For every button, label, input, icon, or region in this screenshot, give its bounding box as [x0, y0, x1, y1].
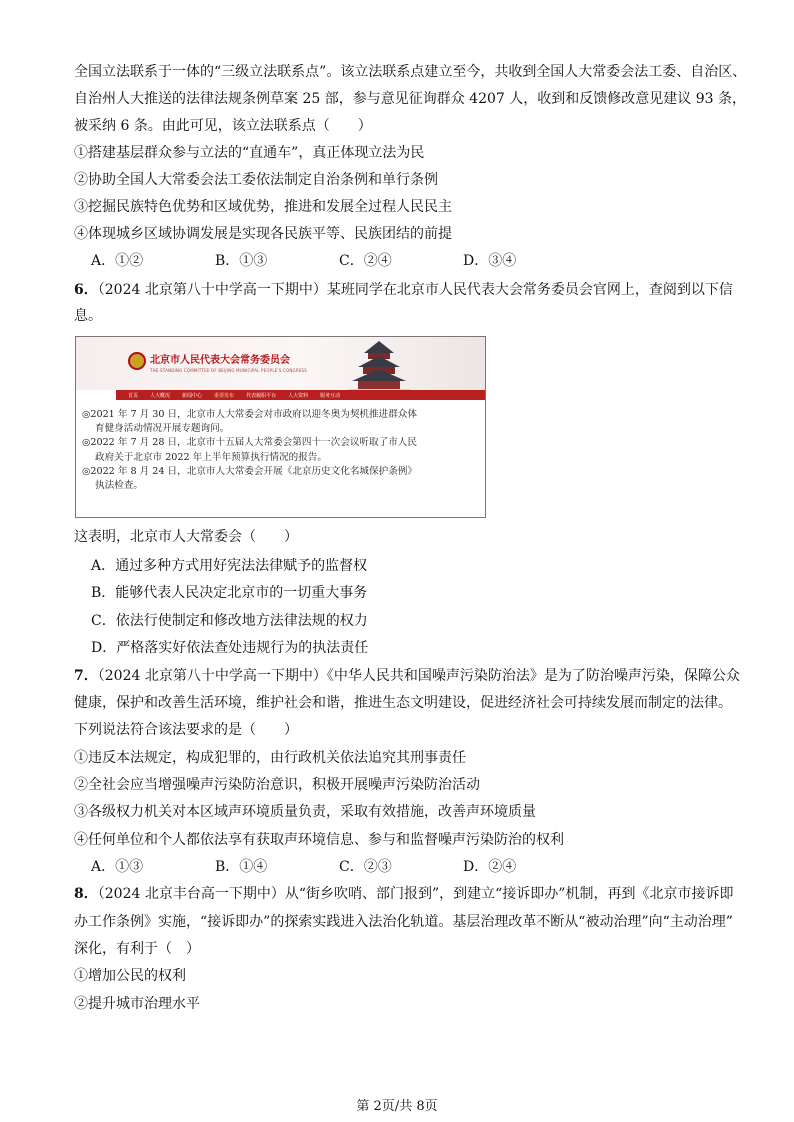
q5-options	[91, 252, 751, 270]
q7-option-a: A．①③	[91, 859, 144, 875]
q7-statement: ①违反本法规定，构成犯罪的，由行政机关依法追究其刑事责任	[74, 750, 466, 766]
q8-statement: ①增加公民的权利	[74, 968, 186, 984]
q8-statement: ②提升城市治理水平	[74, 996, 200, 1012]
q5-option-b: B．①③	[215, 253, 268, 269]
nav-item-news[interactable]: 新闻中心	[182, 392, 203, 399]
q5-statement: ③挖掘民族特色优势和区域优势，推进和发展全过程人民民主	[74, 199, 452, 215]
q8-text-line: 办工作条例》实施，“接诉即办”的探索实践进入法治化轨道。基层治理改革不断从“被动治理”向“主动治理”	[74, 914, 733, 930]
q6-choice-b: B．能够代表人民决定北京市的一切重大事务	[91, 585, 368, 601]
q7-number: 7．	[74, 668, 98, 684]
q5-text-line: 自治州人大推送的法律法规条例草案 25 部，参与意见征询群众 4207 人，收到和反馈修改意见建议 93 条，	[74, 91, 746, 107]
q7-text-line: 健康，保护和改善生活环境，维护社会和谐，推进生态文明建设，促进经济社会可持续发展而制定的法律。	[74, 695, 732, 711]
q7-text-line: 下列说法符合该法要求的是（ ）	[74, 722, 298, 738]
website-title: 北京市人民代表大会常务委员会	[150, 355, 290, 366]
q7-option-b: B．①④	[215, 859, 268, 875]
q6-number: 6．	[74, 282, 98, 298]
q5-option-a: A．①②	[91, 253, 144, 269]
q7-options	[91, 858, 751, 876]
news-item-line: ◎2021 年 7 月 30 日，北京市人大常委会对市政府以迎冬奥为契机推进群众体	[82, 409, 417, 420]
q6-text-line: 息。	[74, 308, 102, 324]
q5-text-line: 全国立法联系于一体的“三级立法联系点”。该立法联系点建立至今，共收到全国人大常委会法工委、自治区、	[74, 64, 747, 80]
nav-item-materials[interactable]: 人大资料	[288, 392, 309, 399]
q5-option-d: D．③④	[463, 253, 517, 269]
q5-statement: ④体现城乡区域协调发展是实现各民族平等、民族团结的前提	[74, 226, 452, 242]
q7-statement: ②全社会应当增强噪声污染防治意识，积极开展噪声污染防治活动	[74, 777, 480, 793]
nav-item-deputies[interactable]: 代表履职平台	[246, 392, 277, 399]
q7-source: （2024 北京第八十中学高一下期中）《中华人民共和国噪声污染防治法》是为了防治噪声污染，保障公众	[97, 668, 740, 684]
q7-option-c: C．②③	[339, 859, 392, 875]
news-item-line: 政府关于北京市 2022 年上半年预算执行情况的报告。	[95, 451, 327, 463]
website-news-list	[82, 408, 482, 493]
page-footer: 第 2页/共 8页	[356, 1099, 438, 1114]
q7-option-d: D．②④	[463, 859, 517, 875]
q5-statement: ①搭建基层群众参与立法的“直通车”，真正体现立法为民	[74, 145, 425, 161]
q5-text-line: 被采纳 6 条。由此可见，该立法联系点（ ）	[74, 118, 372, 134]
q6-choice-a: A．通过多种方式用好宪法法律赋予的监督权	[91, 558, 368, 574]
website-subtitle: THE STANDING COMMITTEE OF BEIJING MUNICIPAL PEOPLE'S CONGRESS	[150, 368, 308, 373]
q7-statement: ③各级权力机关对本区域声环境质量负责，采取有效措施，改善声环境质量	[74, 804, 536, 820]
q6-choice-d: D．严格落实好依法查处违规行为的执法责任	[91, 640, 369, 656]
news-item-line: 执法检查。	[95, 480, 143, 492]
news-item-line: ◎2022 年 7 月 28 日，北京市十五届人大常委会第四十一次会议听取了市人民	[82, 437, 417, 449]
news-item-line: ◎2022 年 8 月 24 日，北京市人大常委会开展《北京历史文化名城保护条例》	[82, 465, 417, 477]
q6-source: （2024 北京第八十中学高一下期中）某班同学在北京市人民代表大会常务委员会官网上，查阅到以下信	[97, 282, 733, 298]
nav-item-releases[interactable]: 重要发布	[214, 392, 235, 399]
q8-source: （2024 北京丰台高一下期中）从“街乡吹哨、部门报到”，到建立“接诉即办”机制，再到《北京市接诉即	[97, 886, 734, 902]
q8-number: 8．	[74, 886, 98, 902]
q8-text-line: 深化，有利于（ ）	[74, 941, 200, 957]
website-nav-bar	[116, 390, 485, 400]
q7-text-line	[74, 667, 740, 685]
q6-stem: 这表明，北京市人大常委会（ ）	[74, 529, 298, 545]
website-header	[76, 337, 485, 390]
nav-item-overview[interactable]: 人大概况	[150, 392, 171, 399]
q5-option-c: C．②④	[339, 253, 392, 269]
q6-text-line	[74, 281, 734, 299]
news-item-line: 育健身活动情况开展专题询问。	[95, 423, 230, 435]
q7-statement: ④任何单位和个人都依法享有获取声环境信息、参与和监督噪声污染防治的权利	[74, 832, 564, 848]
nav-item-home[interactable]: 首页	[128, 392, 139, 399]
q6-choice-c: C．依法行使制定和修改地方法律法规的权力	[91, 613, 368, 629]
q5-statement: ②协助全国人大常委会法工委依法制定自治条例和单行条例	[74, 172, 438, 188]
nav-item-service[interactable]: 服务互动	[320, 392, 341, 399]
website-screenshot-figure	[75, 336, 486, 518]
national-emblem-icon	[128, 352, 146, 370]
q8-text-line	[74, 885, 734, 903]
